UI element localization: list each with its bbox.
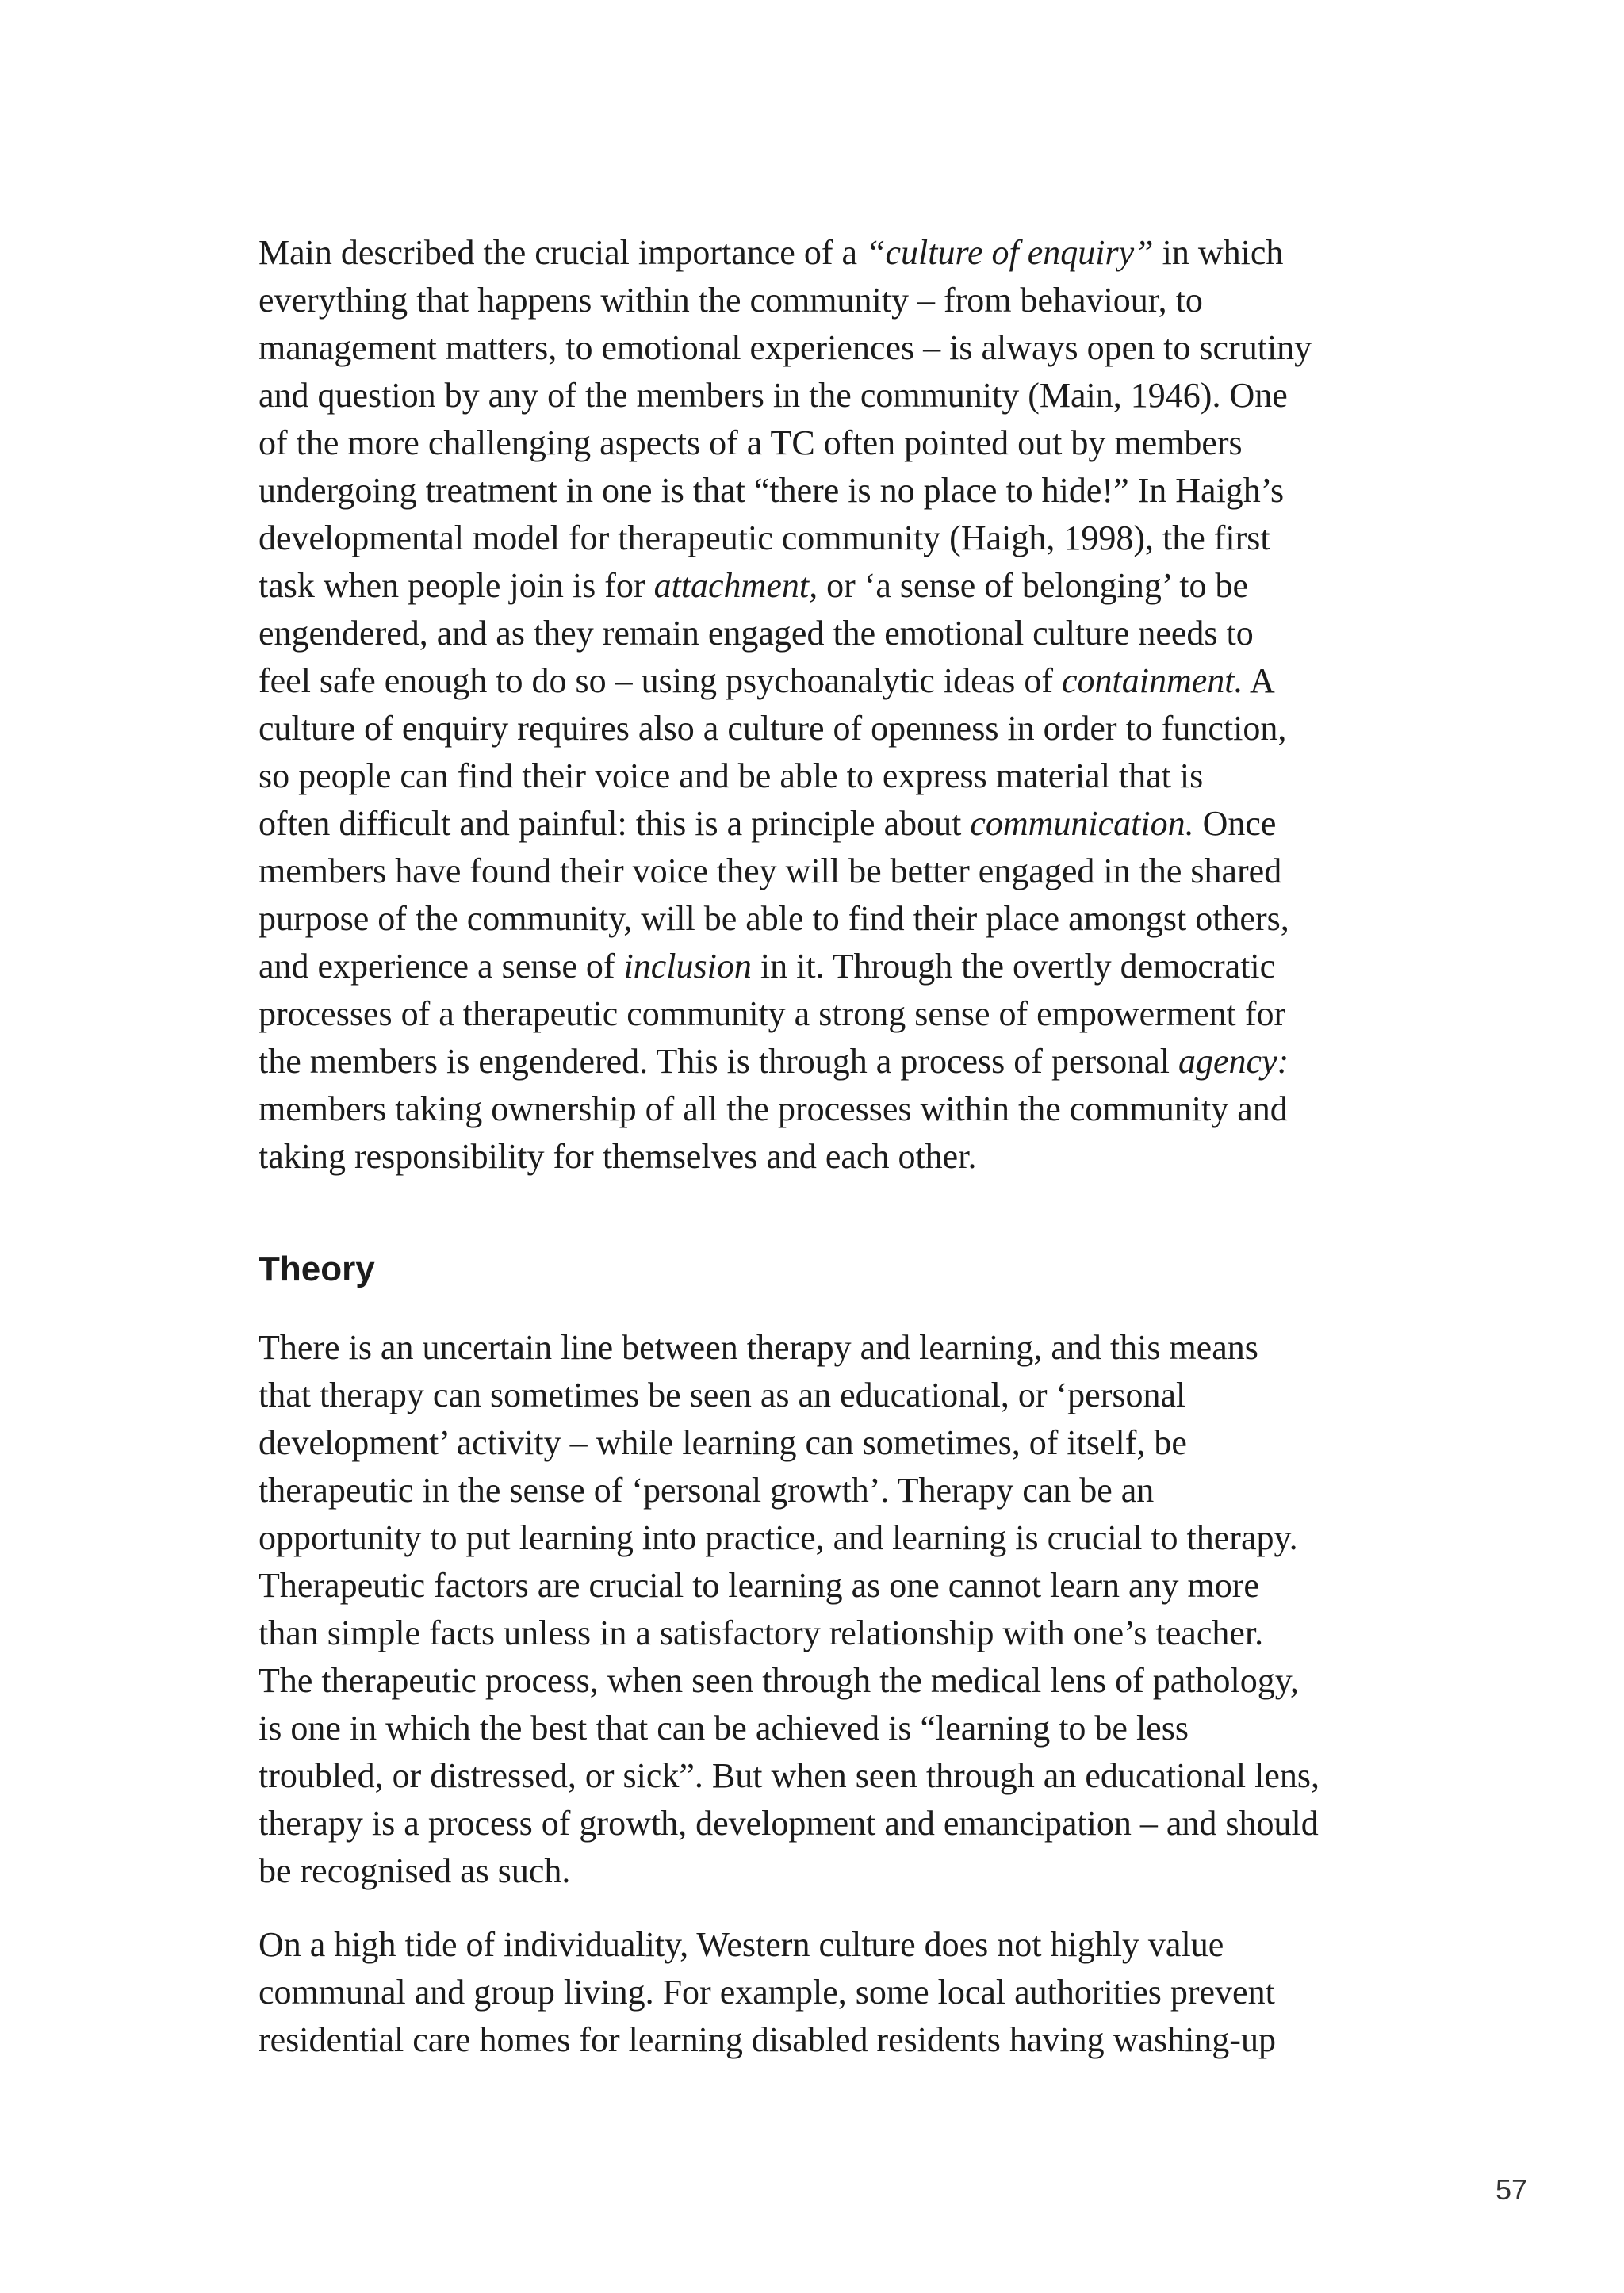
text-line: Therapeutic factors are crucial to learning as one cannot learn any more <box>259 1566 1259 1605</box>
text-line: is one in which the best that can be achieved is “learning to be less <box>259 1709 1189 1748</box>
text-line: feel safe enough to do so – using psychoanalytic ideas of containment. A <box>259 661 1275 700</box>
text-line: communal and group living. For example, some local authorities prevent <box>259 1973 1275 2012</box>
text-line: undergoing treatment in one is that “there is no place to hide!” In Haigh’s <box>259 471 1285 510</box>
text-line: everything that happens within the community – from behaviour, to <box>259 281 1203 320</box>
text-line: Main described the crucial importance of a “culture of enquiry” in which <box>259 233 1284 272</box>
text-line: taking responsibility for themselves and each other. <box>259 1137 977 1176</box>
italic-phrase: “culture of enquiry” <box>866 233 1154 272</box>
italic-phrase: agency: <box>1178 1042 1289 1081</box>
italic-phrase: inclusion <box>623 947 752 986</box>
text-line: developmental model for therapeutic community (Haigh, 1998), the first <box>259 519 1270 557</box>
text-line: and question by any of the members in the community (Main, 1946). One <box>259 376 1288 415</box>
text-line: and experience a sense of inclusion in it. Through the overtly democratic <box>259 947 1276 986</box>
paragraph-culture-of-enquiry <box>259 229 1400 1181</box>
text-line: opportunity to put learning into practice, and learning is crucial to therapy. <box>259 1518 1298 1557</box>
text-line: engendered, and as they remain engaged the emotional culture needs to <box>259 614 1254 653</box>
text-line: task when people join is for attachment, or ‘a sense of belonging’ to be <box>259 566 1249 605</box>
paragraph-therapy-learning <box>259 1324 1400 1895</box>
text-line: therapy is a process of growth, development and emancipation – and should <box>259 1804 1319 1843</box>
text-line: members taking ownership of all the processes within the community and <box>259 1089 1288 1128</box>
text-line: The therapeutic process, when seen through the medical lens of pathology, <box>259 1661 1299 1700</box>
text-line: On a high tide of individuality, Western culture does not highly value <box>259 1925 1224 1964</box>
text-line: so people can find their voice and be able to express material that is <box>259 756 1204 795</box>
paragraph-individuality <box>259 1921 1400 2064</box>
text-line: residential care homes for learning disabled residents having washing-up <box>259 2020 1276 2059</box>
text-line: management matters, to emotional experiences – is always open to scrutiny <box>259 328 1312 367</box>
text-line: than simple facts unless in a satisfactory relationship with one’s teacher. <box>259 1614 1264 1652</box>
text-line: members have found their voice they will be better engaged in the shared <box>259 852 1282 890</box>
text-line: therapeutic in the sense of ‘personal growth’. Therapy can be an <box>259 1471 1155 1510</box>
text-line: of the more challenging aspects of a TC often pointed out by members <box>259 423 1243 462</box>
text-line: often difficult and painful: this is a principle about communication. Once <box>259 804 1277 843</box>
text-line: purpose of the community, will be able to find their place amongst others, <box>259 899 1289 938</box>
italic-phrase: containment. <box>1061 661 1243 700</box>
page-number: 57 <box>1496 2173 1528 2206</box>
text-line: processes of a therapeutic community a strong sense of empowerment for <box>259 994 1286 1033</box>
text-line: development’ activity – while learning can sometimes, of itself, be <box>259 1423 1187 1462</box>
text-line: be recognised as such. <box>259 1851 571 1890</box>
text-line: culture of enquiry requires also a culture of openness in order to function, <box>259 709 1287 748</box>
italic-phrase: communication. <box>970 804 1194 843</box>
text-line: troubled, or distressed, or sick”. But when seen through an educational lens, <box>259 1756 1320 1795</box>
text-line: There is an uncertain line between therapy and learning, and this means <box>259 1328 1258 1367</box>
text-line: that therapy can sometimes be seen as an educational, or ‘personal <box>259 1376 1186 1414</box>
text-line: the members is engendered. This is through a process of personal agency: <box>259 1042 1289 1081</box>
italic-phrase: attachment, <box>653 566 818 605</box>
section-heading: Theory <box>259 1250 375 1288</box>
